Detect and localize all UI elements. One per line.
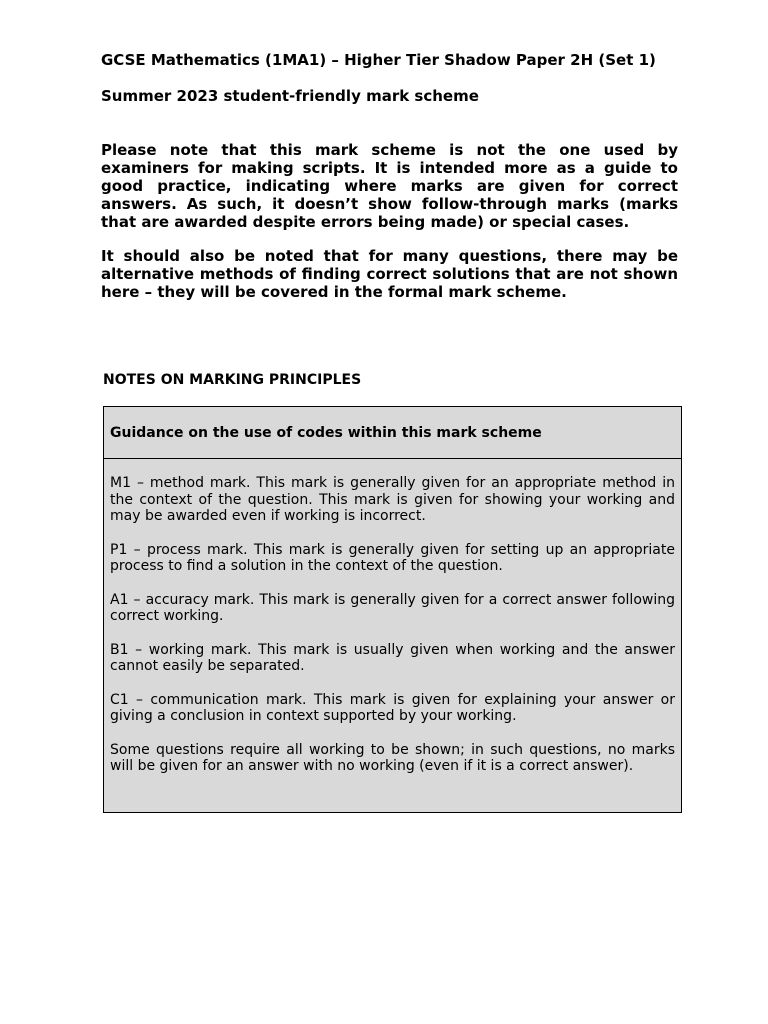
document-subtitle: Summer 2023 student-friendly mark scheme — [101, 87, 479, 105]
code-item-a1: A1 – accuracy mark. This mark is generally given for a correct answer following correct working. — [110, 591, 675, 624]
document-title: GCSE Mathematics (1MA1) – Higher Tier Shadow Paper 2H (Set 1) — [101, 51, 656, 69]
guidance-box-title: Guidance on the use of codes within this mark scheme — [104, 407, 681, 459]
alternative-methods-paragraph: It should also be noted that for many questions, there may be alternative methods of finding correct solutions that are not shown here – they will be covered in the formal mark scheme. — [101, 247, 678, 301]
code-item-p1: P1 – process mark. This mark is generally given for setting up an appropriate process to find a solution in the context of the question. — [110, 541, 675, 574]
working-requirement-note: Some questions require all working to be shown; in such questions, no marks will be given for an answer with no working (even if it is a correct answer). — [110, 741, 675, 774]
code-item-b1: B1 – working mark. This mark is usually given when working and the answer cannot easily be separated. — [110, 641, 675, 674]
guidance-box-body — [104, 459, 681, 775]
disclaimer-paragraph: Please note that this mark scheme is not the one used by examiners for making scripts. It is intended more as a guide to good practice, indicating where marks are given for correct answers. As such, it doesn’t show follow-through marks (marks that are awarded despite errors being made) or special cases. — [101, 141, 678, 231]
code-item-m1: M1 – method mark. This mark is generally given for an appropriate method in the context of the question. This mark is given for showing your working and may be awarded even if working is incorrect. — [110, 475, 675, 524]
section-heading: NOTES ON MARKING PRINCIPLES — [103, 372, 362, 388]
guidance-box — [103, 406, 682, 813]
code-item-c1: C1 – communication mark. This mark is given for explaining your answer or giving a conclusion in context supported by your working. — [110, 691, 675, 724]
